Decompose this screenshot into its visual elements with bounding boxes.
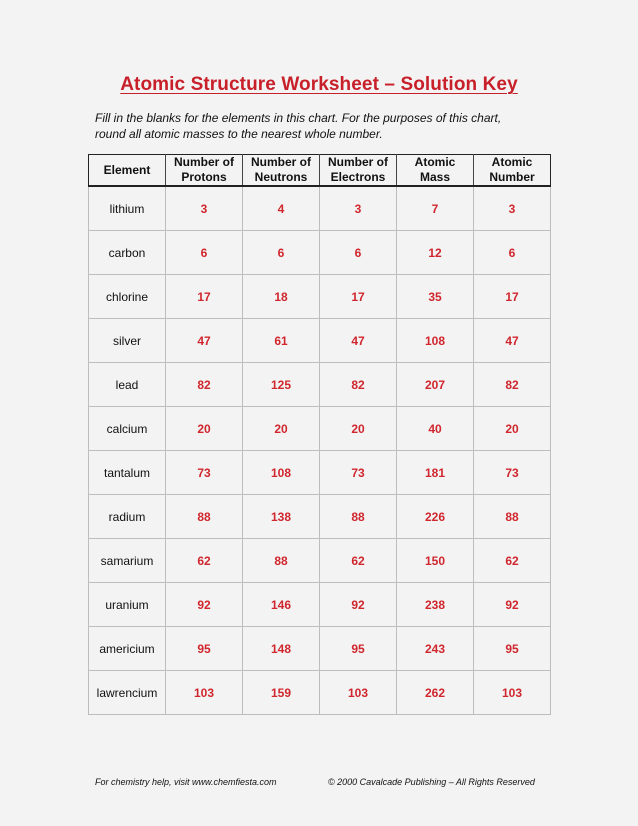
footer-copyright: © 2000 Cavalcade Publishing – All Rights Reserved (328, 777, 535, 787)
cell-neutrons: 138 (243, 495, 320, 539)
cell-protons: 62 (166, 539, 243, 583)
header-neutrons: Number of Neutrons (243, 155, 320, 187)
cell-atomic-mass: 181 (397, 451, 474, 495)
cell-neutrons: 125 (243, 363, 320, 407)
cell-element-name: americium (89, 627, 166, 671)
cell-element-name: lawrencium (89, 671, 166, 715)
cell-neutrons: 146 (243, 583, 320, 627)
cell-atomic-number: 82 (474, 363, 551, 407)
element-chart (88, 154, 551, 715)
table-row (89, 583, 551, 627)
instructions (95, 110, 565, 142)
table-row (89, 186, 551, 231)
cell-neutrons: 88 (243, 539, 320, 583)
table-row (89, 363, 551, 407)
table-row (89, 275, 551, 319)
cell-protons: 82 (166, 363, 243, 407)
cell-atomic-number: 95 (474, 627, 551, 671)
cell-element-name: carbon (89, 231, 166, 275)
cell-neutrons: 148 (243, 627, 320, 671)
cell-atomic-mass: 150 (397, 539, 474, 583)
header-atomic-number: Atomic Number (474, 155, 551, 187)
cell-element-name: chlorine (89, 275, 166, 319)
cell-element-name: radium (89, 495, 166, 539)
cell-atomic-number: 62 (474, 539, 551, 583)
cell-element-name: tantalum (89, 451, 166, 495)
cell-electrons: 3 (320, 186, 397, 231)
cell-element-name: lithium (89, 186, 166, 231)
footer-help-link: For chemistry help, visit www.chemfiesta.com (95, 777, 277, 787)
cell-protons: 20 (166, 407, 243, 451)
cell-protons: 6 (166, 231, 243, 275)
header-protons: Number of Protons (166, 155, 243, 187)
cell-electrons: 62 (320, 539, 397, 583)
cell-atomic-mass: 207 (397, 363, 474, 407)
cell-element-name: lead (89, 363, 166, 407)
cell-protons: 88 (166, 495, 243, 539)
table-row (89, 407, 551, 451)
cell-protons: 3 (166, 186, 243, 231)
cell-atomic-mass: 7 (397, 186, 474, 231)
cell-electrons: 92 (320, 583, 397, 627)
cell-atomic-mass: 35 (397, 275, 474, 319)
cell-electrons: 88 (320, 495, 397, 539)
table-row (89, 319, 551, 363)
cell-protons: 73 (166, 451, 243, 495)
cell-atomic-number: 17 (474, 275, 551, 319)
cell-element-name: calcium (89, 407, 166, 451)
cell-protons: 95 (166, 627, 243, 671)
instructions-line-1: Fill in the blanks for the elements in this chart. For the purposes of this chart, (95, 111, 502, 125)
cell-element-name: silver (89, 319, 166, 363)
cell-electrons: 17 (320, 275, 397, 319)
cell-atomic-number: 88 (474, 495, 551, 539)
cell-atomic-number: 20 (474, 407, 551, 451)
cell-protons: 17 (166, 275, 243, 319)
cell-electrons: 95 (320, 627, 397, 671)
cell-atomic-mass: 262 (397, 671, 474, 715)
cell-neutrons: 6 (243, 231, 320, 275)
cell-protons: 47 (166, 319, 243, 363)
cell-electrons: 20 (320, 407, 397, 451)
cell-protons: 92 (166, 583, 243, 627)
table-row (89, 495, 551, 539)
cell-atomic-mass: 108 (397, 319, 474, 363)
cell-neutrons: 108 (243, 451, 320, 495)
cell-atomic-number: 73 (474, 451, 551, 495)
header-row (89, 155, 551, 187)
cell-atomic-mass: 238 (397, 583, 474, 627)
table-row (89, 539, 551, 583)
cell-atomic-number: 103 (474, 671, 551, 715)
header-element: Element (89, 155, 166, 187)
cell-neutrons: 159 (243, 671, 320, 715)
table-row (89, 451, 551, 495)
cell-electrons: 47 (320, 319, 397, 363)
cell-neutrons: 4 (243, 186, 320, 231)
cell-atomic-mass: 226 (397, 495, 474, 539)
cell-element-name: samarium (89, 539, 166, 583)
cell-neutrons: 20 (243, 407, 320, 451)
cell-atomic-mass: 12 (397, 231, 474, 275)
table-row (89, 671, 551, 715)
cell-electrons: 73 (320, 451, 397, 495)
cell-element-name: uranium (89, 583, 166, 627)
cell-atomic-mass: 243 (397, 627, 474, 671)
cell-atomic-mass: 40 (397, 407, 474, 451)
header-electrons: Number of Electrons (320, 155, 397, 187)
cell-electrons: 82 (320, 363, 397, 407)
cell-protons: 103 (166, 671, 243, 715)
cell-electrons: 103 (320, 671, 397, 715)
cell-atomic-number: 6 (474, 231, 551, 275)
instructions-line-2: round all atomic masses to the nearest whole number. (95, 127, 383, 141)
cell-neutrons: 61 (243, 319, 320, 363)
cell-atomic-number: 92 (474, 583, 551, 627)
worksheet-title: Atomic Structure Worksheet – Solution Key (120, 74, 518, 95)
header-atomic-mass: Atomic Mass (397, 155, 474, 187)
cell-electrons: 6 (320, 231, 397, 275)
cell-atomic-number: 47 (474, 319, 551, 363)
table-row (89, 627, 551, 671)
cell-neutrons: 18 (243, 275, 320, 319)
table-row (89, 231, 551, 275)
cell-atomic-number: 3 (474, 186, 551, 231)
